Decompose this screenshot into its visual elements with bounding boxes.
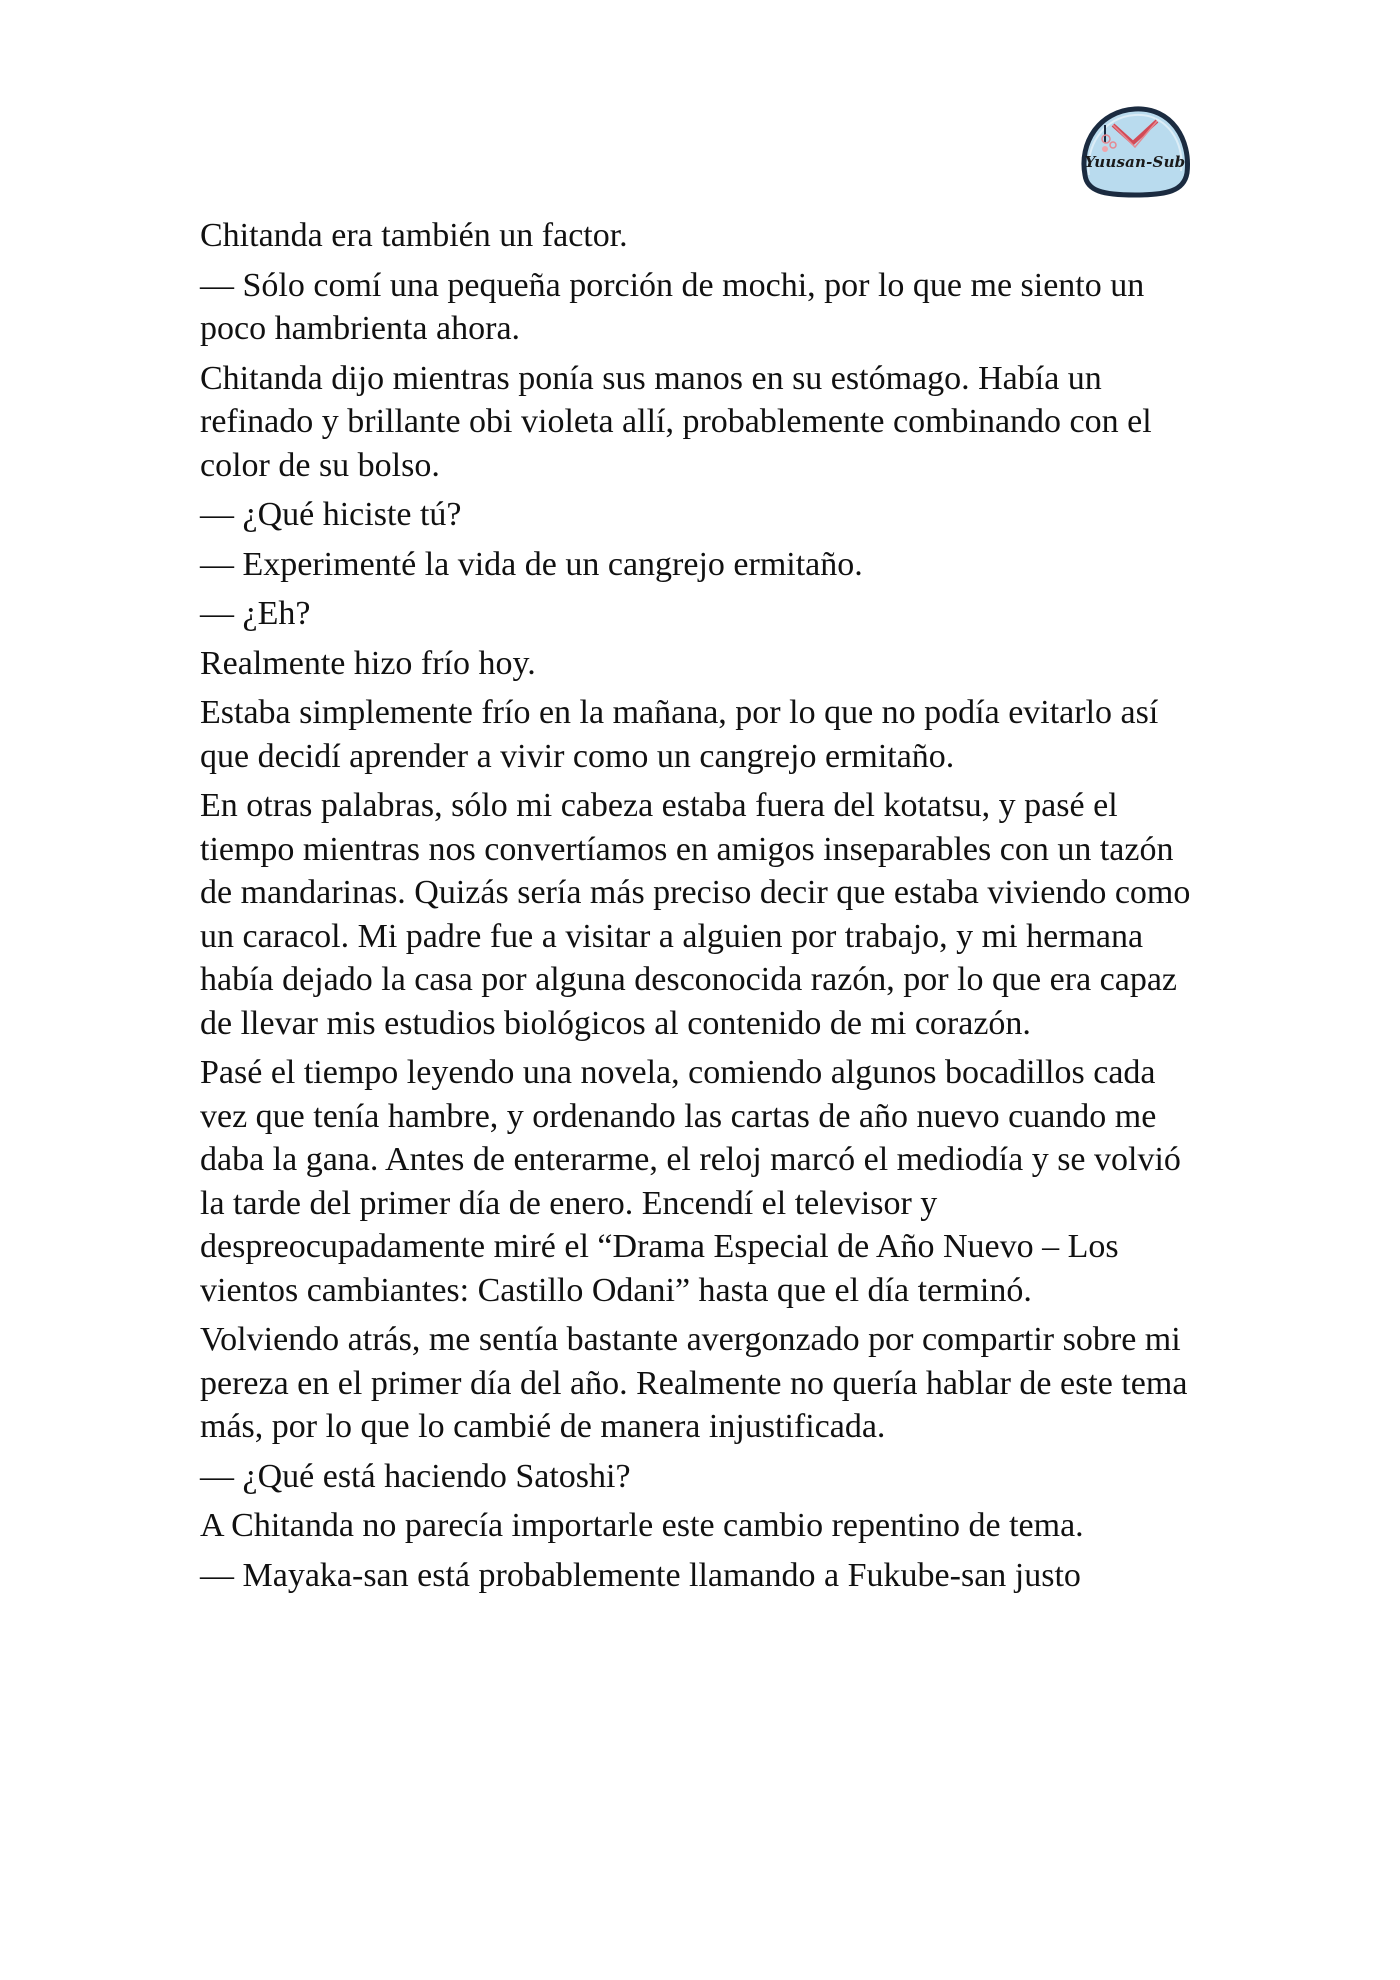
paragraph: Pasé el tiempo leyendo una novela, comiendo algunos bocadillos cada vez que tenía hambre, y ordenando las cartas de año nuevo cuando me daba la gana. Antes de enterarme, el reloj marcó el mediodía y se volvió la tarde del primer día de enero. Encendí el televisor y despreocupadamente miré el “Drama Especial de Año Nuevo – Los vientos cambiantes: Castillo Odani” hasta que el día terminó. xyxy=(200,1054,1181,1309)
paragraph: Volviendo atrás, me sentía bastante avergonzado por compartir sobre mi pereza en el primer día del año. Realmente no quería hablar de este tema más, por lo que lo cambié de manera injustificada. xyxy=(200,1321,1188,1445)
paragraph: Estaba simplemente frío en la mañana, por lo que no podía evitarlo así que decidí aprender a vivir como un cangrejo ermitaño. xyxy=(200,694,1159,775)
paragraph: Realmente hizo frío hoy. xyxy=(200,644,536,682)
paragraph: — ¿Eh? xyxy=(200,595,311,632)
yuusan-sub-logo xyxy=(1075,103,1195,199)
paragraph: — Mayaka-san está probablemente llamando a Fukube-san justo xyxy=(200,1556,1081,1594)
paragraph: A Chitanda no parecía importarle este cambio repentino de tema. xyxy=(200,1507,1084,1544)
logo-text: Yuusan-Sub xyxy=(1084,153,1186,171)
paragraph: — Sólo comí una pequeña porción de mochi, por lo que me siento un poco hambrienta ahora. xyxy=(200,266,1145,347)
paragraph: Chitanda era también un factor. xyxy=(200,217,628,254)
document-body xyxy=(200,214,1210,1603)
paragraph: — Experimenté la vida de un cangrejo ermitaño. xyxy=(200,545,863,583)
paragraph: En otras palabras, sólo mi cabeza estaba fuera del kotatsu, y pasé el tiempo mientras nos convertíamos en amigos inseparables con un tazón de mandarinas. Quizás sería más preciso decir que estaba viviendo como un caracol. Mi padre fue a visitar a alguien por trabajo, y mi hermana había dejado la casa por alguna desconocida razón, por lo que era capaz de llevar mis estudios biológicos al contenido de mi corazón. xyxy=(200,787,1191,1042)
paragraph: Chitanda dijo mientras ponía sus manos en su estómago. Había un refinado y brillante obi violeta allí, probablemente combinando con el color de su bolso. xyxy=(200,359,1152,484)
paragraph: — ¿Qué está haciendo Satoshi? xyxy=(200,1457,631,1495)
logo-badge-icon xyxy=(1075,103,1195,199)
paragraph: — ¿Qué hiciste tú? xyxy=(200,496,462,533)
